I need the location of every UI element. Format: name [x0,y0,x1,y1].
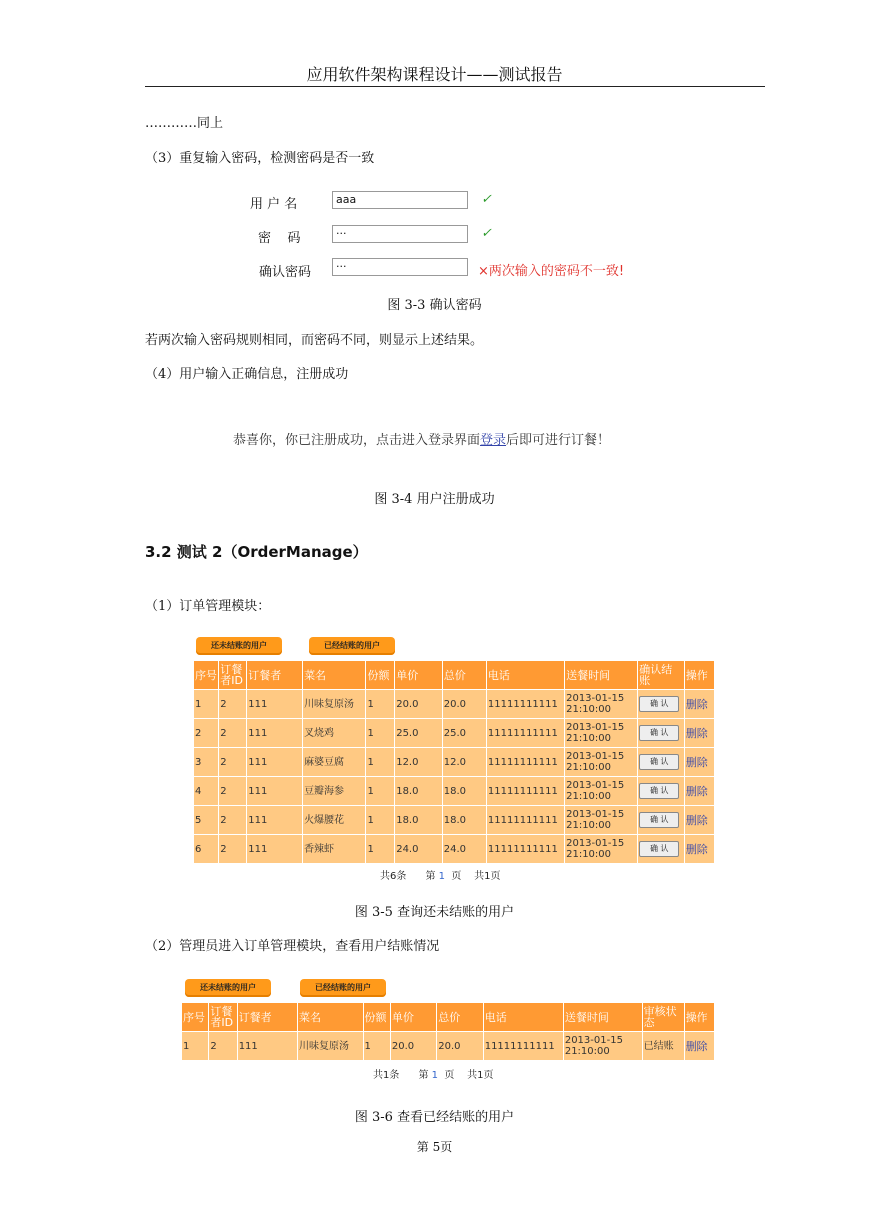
column-header: 总价 [442,661,486,690]
column-header: 总价 [437,1003,483,1032]
pager-page-prefix: 第 [418,1070,429,1081]
delivery-date: 2013-01-15 [566,751,625,762]
table-cell: 11111111111 [486,835,564,864]
page-number-footer: 第 5页 [416,1140,453,1154]
paid-orders-table [181,1002,715,1061]
audit-status: 已结账 [642,1032,684,1061]
delete-link[interactable]: 删除 [684,835,714,864]
table-cell: 18.0 [395,777,443,806]
column-header: 菜名 [298,1003,363,1032]
confirm-cell [638,748,684,777]
step-3-text: （3）重复输入密码，检测密码是否一致 [145,151,375,166]
document-header-title: 应用软件架构课程设计——测试报告 [306,65,563,84]
column-header: 订餐者 [237,1003,297,1032]
table-cell: 111 [237,1032,297,1061]
table-cell: 11111111111 [486,690,564,719]
confirm-cell [638,777,684,806]
delivery-time-cell [565,690,638,719]
table-cell: 18.0 [442,806,486,835]
figure-3-3-caption: 图 3-3 确认密码 [387,298,482,313]
table-cell: 11111111111 [486,748,564,777]
figure-3-4-caption: 图 3-4 用户注册成功 [374,492,495,507]
figure-3-5-caption: 图 3-5 查询还未结账的用户 [354,905,515,920]
delivery-time-cell [565,719,638,748]
delivery-time-cell [565,748,638,777]
column-header: 送餐时间 [563,1003,642,1032]
table-cell: 麻婆豆腐 [303,748,366,777]
column-header: 电话 [483,1003,563,1032]
pager-pages: 共1页 [474,871,501,882]
column-header: 送餐时间 [565,661,638,690]
confirm-password-input[interactable]: ··· [332,258,468,276]
table-row [182,1032,715,1061]
header-rule [145,86,765,87]
table-cell: 1 [366,748,395,777]
tab-paid-users-2[interactable]: 已经结账的用户 [300,979,386,997]
table-cell: 1 [194,690,219,719]
delivery-date: 2013-01-15 [566,838,625,849]
table-cell: 111 [247,719,303,748]
table-cell: 25.0 [395,719,443,748]
column-header: 订餐者 [247,661,303,690]
delete-link[interactable]: 删除 [684,748,714,777]
username-ok-icon: ✓ [481,192,492,207]
confirm-payment-button[interactable]: 确 认 [639,696,679,712]
table-cell: 11111111111 [486,777,564,806]
table-cell: 20.0 [390,1032,436,1061]
pager-page-prefix: 第 [425,871,436,882]
column-header: 单价 [390,1003,436,1032]
column-header: 序号 [182,1003,209,1032]
delete-link[interactable]: 删除 [684,690,714,719]
column-header: 操作 [684,1003,714,1032]
table-cell: 24.0 [442,835,486,864]
paragraph-after-figure-3-3: 若两次输入密码规则相同，而密码不同，则显示上述结果。 [145,333,484,348]
confirm-payment-button[interactable]: 确 认 [639,783,679,799]
table-cell: 18.0 [442,777,486,806]
confirm-cell [638,835,684,864]
pager-page-number[interactable]: 1 [438,871,446,882]
table-cell: 2 [219,690,247,719]
figure-3-6-caption: 图 3-6 查看已经结账的用户 [354,1110,515,1125]
table-cell: 4 [194,777,219,806]
table-row [194,806,715,835]
username-label: 用 户 名 [250,197,298,212]
confirm-payment-button[interactable]: 确 认 [639,754,679,770]
delivery-date: 2013-01-15 [566,780,625,791]
tab-paid-users[interactable]: 已经结账的用户 [309,637,395,655]
table-cell: 2 [219,835,247,864]
confirm-payment-button[interactable]: 确 认 [639,812,679,828]
confirm-cell [638,719,684,748]
pager-pages: 共1页 [467,1070,494,1081]
table-cell: 12.0 [442,748,486,777]
table-cell: 1 [363,1032,390,1061]
table-row [194,748,715,777]
table-cell: 川味复原汤 [303,690,366,719]
tab-unpaid-users-2[interactable]: 还未结账的用户 [185,979,271,997]
register-success-message [233,429,610,448]
table-row [194,777,715,806]
password-mismatch-error: ×两次输入的密码不一致! [478,264,625,279]
table-cell: 20.0 [442,690,486,719]
confirm-payment-button[interactable]: 确 认 [639,725,679,741]
table-cell: 火爆腰花 [303,806,366,835]
table-cell: 豆瓣海参 [303,777,366,806]
pager-total: 共1条 [373,1070,400,1081]
delivery-date: 2013-01-15 [566,809,625,820]
column-header: 单价 [395,661,443,690]
username-input[interactable]: aaa [332,191,468,209]
table-cell: 1 [182,1032,209,1061]
confirm-payment-button[interactable]: 确 认 [639,841,679,857]
table-cell: 1 [366,719,395,748]
table-row [194,719,715,748]
table-cell: 111 [247,690,303,719]
login-link[interactable]: 登录 [480,433,507,448]
delivery-time: 21:10:00 [566,820,612,831]
table-cell: 111 [247,835,303,864]
paid-pager [373,1066,493,1081]
column-header: 订餐者ID [219,661,247,690]
table-cell: 20.0 [395,690,443,719]
table-cell: 25.0 [442,719,486,748]
password-input[interactable]: ··· [332,225,468,243]
column-header: 审核状态 [642,1003,684,1032]
table-row [194,690,715,719]
password-label: 密 码 [258,231,301,246]
table-cell: 111 [247,748,303,777]
delivery-time: 21:10:00 [566,762,612,773]
delivery-time-cell [565,806,638,835]
delivery-time: 21:10:00 [566,791,612,802]
column-header: 序号 [194,661,219,690]
delivery-date: 2013-01-15 [564,1035,623,1046]
table-cell: 11111111111 [483,1032,563,1061]
success-text: 恭喜你，你已注册成功，点击进入登录界面 [233,433,481,448]
unpaid-pager [380,867,500,882]
delete-link[interactable]: 删除 [684,1032,714,1061]
pager-page-suffix: 页 [451,871,462,882]
paragraph-same: …………同上 [145,116,224,131]
table-cell: 2 [219,806,247,835]
table-cell: 111 [247,777,303,806]
table-cell: 2 [219,777,247,806]
unpaid-orders-table [193,660,715,864]
table-cell: 3 [194,748,219,777]
table-cell: 1 [366,806,395,835]
table-cell: 24.0 [395,835,443,864]
column-header: 订餐者ID [209,1003,237,1032]
password-ok-icon: ✓ [481,226,492,241]
column-header: 份额 [366,661,395,690]
column-header: 确认结账 [638,661,684,690]
pager-page-suffix: 页 [444,1070,455,1081]
table-cell: 1 [366,835,395,864]
pager-total: 共6条 [380,871,407,882]
table-header-row [194,661,715,690]
table-cell: 1 [366,690,395,719]
table-cell: 2 [209,1032,237,1061]
table-cell: 2 [219,748,247,777]
table-cell: 11111111111 [486,806,564,835]
step-2-order-text: （2）管理员进入订单管理模块，查看用户结账情况 [145,939,440,954]
delivery-time-cell [565,777,638,806]
confirm-cell [638,806,684,835]
column-header: 份额 [363,1003,390,1032]
table-cell: 叉烧鸡 [303,719,366,748]
delivery-date: 2013-01-15 [566,722,625,733]
pager-page-number[interactable]: 1 [431,1070,439,1081]
success-text-tail: 后即可进行订餐！ [506,433,611,448]
column-header: 电话 [486,661,564,690]
delete-link[interactable]: 删除 [684,719,714,748]
delivery-time: 21:10:00 [564,1046,610,1057]
delivery-time-cell [565,835,638,864]
table-cell: 12.0 [395,748,443,777]
table-cell: 20.0 [437,1032,483,1061]
table-cell: 11111111111 [486,719,564,748]
table-cell: 川味复原汤 [298,1032,363,1061]
column-header: 菜名 [303,661,366,690]
table-cell: 111 [247,806,303,835]
delete-link[interactable]: 删除 [684,806,714,835]
table-cell: 18.0 [395,806,443,835]
step-4-text: （4）用户输入正确信息，注册成功 [145,367,349,382]
step-1-order-text: （1）订单管理模块： [145,599,271,614]
confirm-cell [638,690,684,719]
table-cell: 5 [194,806,219,835]
delete-link[interactable]: 删除 [684,777,714,806]
table-cell: 6 [194,835,219,864]
delivery-time: 21:10:00 [566,704,612,715]
delivery-time-cell [563,1032,642,1061]
table-cell: 1 [366,777,395,806]
table-cell: 2 [194,719,219,748]
section-heading: 3.2 测试 2（OrderManage） [145,543,368,561]
delivery-time: 21:10:00 [566,849,612,860]
delivery-date: 2013-01-15 [566,693,625,704]
tab-unpaid-users[interactable]: 还未结账的用户 [196,637,282,655]
confirm-password-label: 确认密码 [259,265,312,280]
delivery-time: 21:10:00 [566,733,612,744]
column-header: 操作 [684,661,714,690]
table-cell: 香辣虾 [303,835,366,864]
table-row [194,835,715,864]
table-header-row [182,1003,715,1032]
table-cell: 2 [219,719,247,748]
